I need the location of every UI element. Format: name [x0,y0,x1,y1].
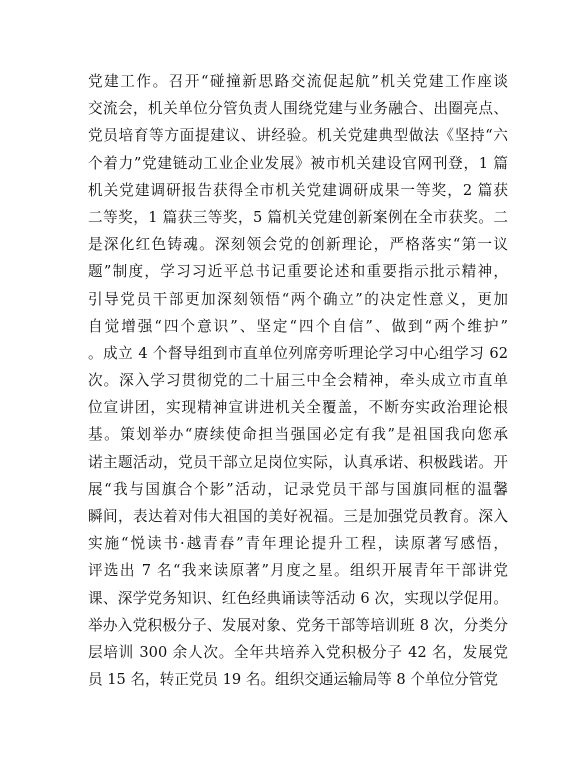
text-line: 个着力”党建链动工业企业发展》被市机关建设官网刊登，1 篇 [88,154,508,172]
text-line: 次。深入学习贯彻党的二十届三中全会精神，牵头成立市直单 [88,372,508,390]
text-line: 举办入党积极分子、发展对象、党务干部等培训班 8 次，分类分 [88,616,508,634]
text-line: 展“我与国旗合个影”活动，记录党员干部与国旗同框的温馨 [88,480,508,498]
text-line: 员 15 名，转正党员 19 名。组织交通运输局等 8 个单位分管党 [88,671,498,689]
body-text [88,68,508,693]
text-line: 位宣讲团，实现精神宣讲进机关全覆盖，不断夯实政治理论根 [88,399,508,417]
text-line: 实施“悦读书·越青春”青年理论提升工程，读原著写感悟， [88,535,508,553]
text-line: 评选出 7 名“我来读原著”月度之星。组织开展青年干部讲党 [88,562,508,580]
text-line: 课、深学党务知识、红色经典诵读等活动 6 次，实现以学促用。 [88,589,508,607]
text-line: 自觉增强“四个意识”、坚定“四个自信”、做到“两个维护” [88,317,508,335]
text-line: 交流会，机关单位分管负责人围绕党建与业务融合、出圈亮点、 [88,100,508,118]
text-line: 党建工作。召开“碰撞新思路交流促起航”机关党建工作座谈 [88,73,508,90]
text-line: 。成立 4 个督导组到市直单位列席旁听理论学习中心组学习 62 [88,344,508,362]
text-line: 层培训 300 余人次。全年共培养入党积极分子 42 名，发展党 [88,643,508,661]
text-line: 题”制度，学习习近平总书记重要论述和重要指示批示精神， [88,263,508,281]
text-line: 党员培育等方面提建议、讲经验。机关党建典型做法《坚持“六 [88,127,508,145]
text-line: 是深化红色铸魂。深刻领会党的创新理论，严格落实“第一议 [88,236,508,254]
text-line: 引导党员干部更加深刻领悟“两个确立”的决定性意义，更加 [88,290,508,308]
text-line: 诺主题活动，党员干部立足岗位实际，认真承诺、积极践诺。开 [88,453,508,471]
text-line: 瞬间，表达着对伟大祖国的美好祝福。三是加强党员教育。深入 [88,508,508,525]
text-line: 机关党建调研报告获得全市机关党建调研成果一等奖，2 篇获 [88,181,508,199]
text-line: 基。策划举办“赓续使命担当强国必定有我”是祖国我向您承 [88,426,508,444]
text-line: 二等奖，1 篇获三等奖，5 篇机关党建创新案例在全市获奖。二 [88,208,508,226]
